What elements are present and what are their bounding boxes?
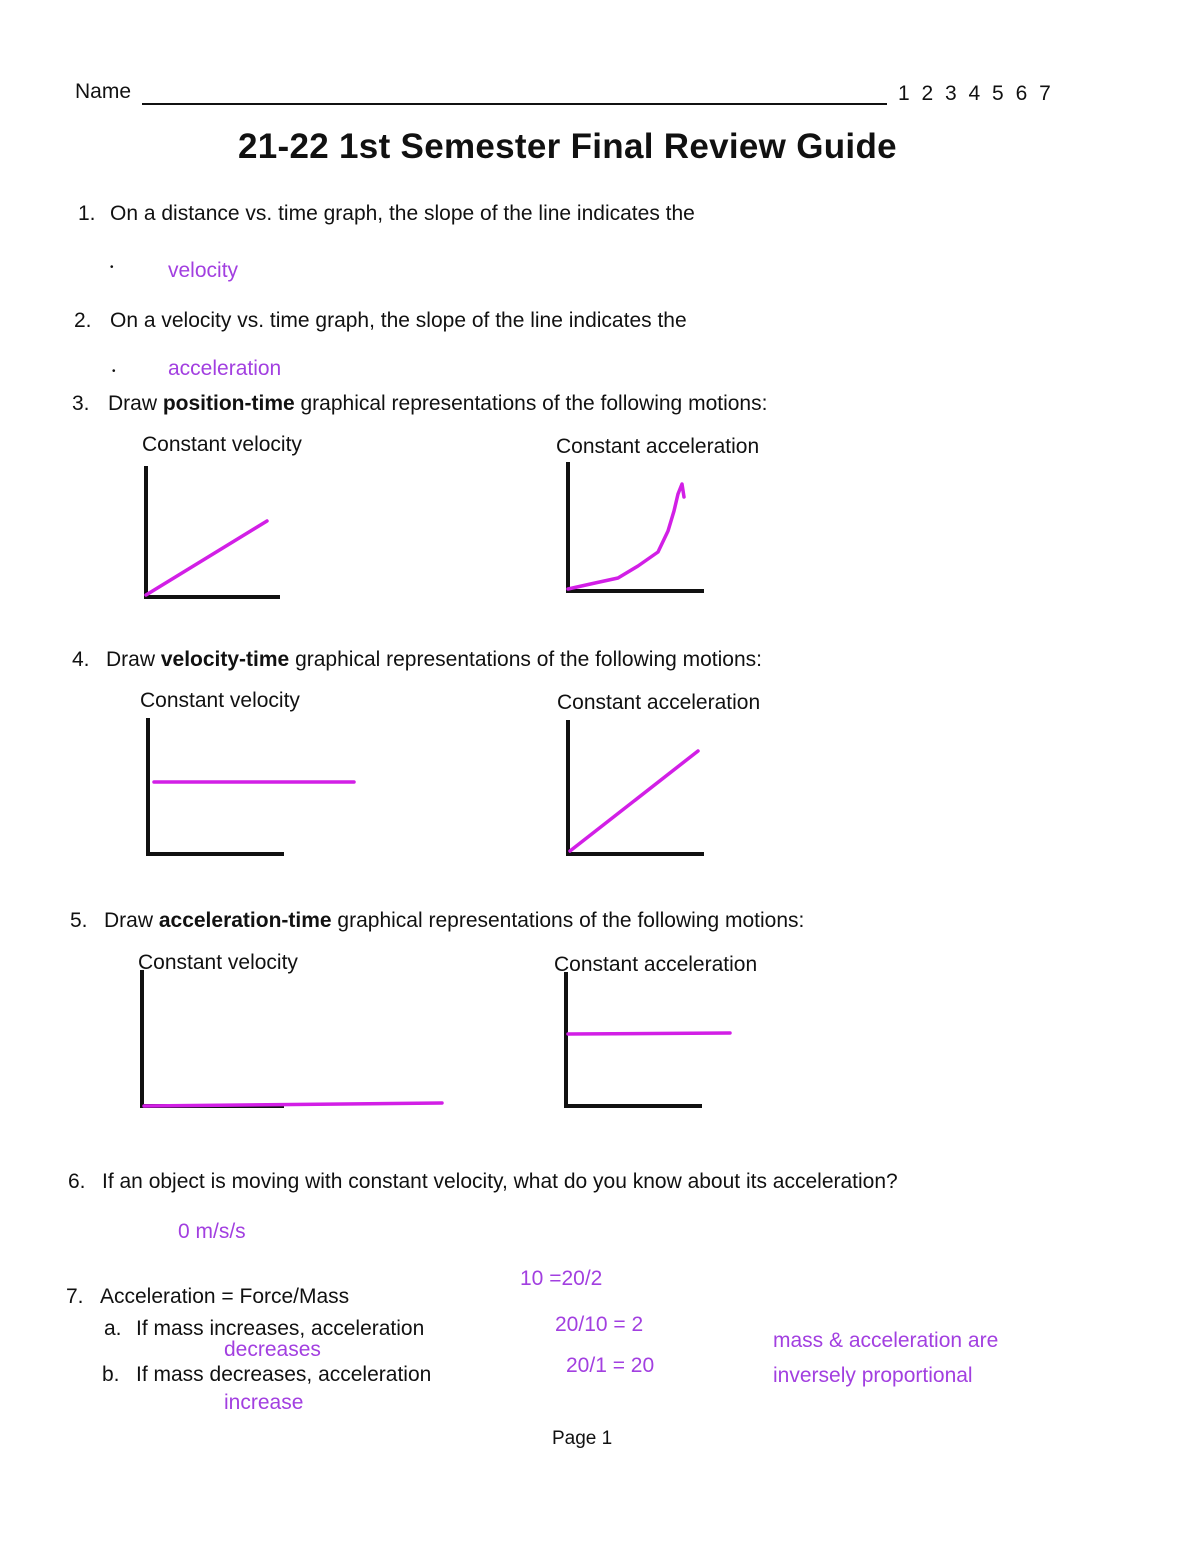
q3-prompt-post: graphical representations of the following motions: — [294, 392, 768, 415]
q5-right-label: Constant acceleration — [554, 953, 758, 976]
q4-right-label: Constant acceleration — [557, 691, 761, 714]
q3-right-label: Constant acceleration — [556, 435, 760, 458]
q7-work-line-2: 20/10 = 2 — [555, 1313, 644, 1336]
page-title: 21-22 1st Semester Final Review Guide — [238, 127, 897, 166]
q4-prompt-post: graphical representations of the following motions: — [289, 648, 763, 671]
q7-text: Acceleration = Force/Mass — [100, 1285, 350, 1308]
q1-bullet: • — [110, 262, 114, 273]
q5-left-axes — [142, 972, 282, 1106]
q4-right-axes — [568, 722, 702, 854]
q7-note-line-2: inversely proportional — [773, 1364, 973, 1387]
q4-number: 4. — [72, 648, 90, 671]
q3-left-line — [146, 521, 267, 595]
q1-text: On a distance vs. time graph, the slope of the line indicates the — [110, 202, 695, 225]
q5-number: 5. — [70, 909, 88, 932]
q3-prompt-bold: position-time — [162, 392, 295, 415]
q5-right-line — [568, 1033, 730, 1034]
q5-left-label: Constant velocity — [138, 951, 298, 974]
q3-prompt-pre: Draw — [108, 392, 163, 415]
q4-left-axes — [148, 720, 282, 854]
q6-answer: 0 m/s/s — [178, 1220, 246, 1243]
q3-number: 3. — [72, 392, 90, 415]
q1-number: 1. — [78, 202, 96, 225]
q7a-label: a. — [104, 1317, 122, 1340]
q5-prompt-bold: acceleration-time — [158, 909, 332, 932]
q4-right-graph[interactable] — [560, 714, 720, 864]
q6-number: 6. — [68, 1170, 86, 1193]
q6-text: If an object is moving with constant velocity, what do you know about its acceleration? — [102, 1170, 898, 1193]
q4-left-label: Constant velocity — [140, 689, 300, 712]
q7a-answer: decreases — [224, 1338, 321, 1361]
q4-left-graph[interactable] — [140, 712, 380, 862]
q2-text: On a velocity vs. time graph, the slope of the line indicates the — [110, 309, 687, 332]
q3-left-axes — [146, 468, 278, 597]
name-field-line[interactable] — [142, 103, 887, 105]
q7b-label: b. — [102, 1363, 120, 1386]
q3-left-label: Constant velocity — [142, 433, 302, 456]
class-periods: 1 2 3 4 5 6 7 — [898, 82, 1051, 105]
q7b-text: If mass decreases, acceleration — [136, 1363, 432, 1386]
q3-left-graph[interactable] — [138, 460, 298, 605]
name-label: Name — [75, 80, 132, 103]
q5-right-axes — [566, 974, 700, 1106]
q3-prompt — [108, 392, 767, 416]
page-number: Page 1 — [552, 1428, 613, 1449]
q7-work-line-1: 10 =20/2 — [520, 1267, 603, 1290]
q7-work-line-3: 20/1 = 20 — [566, 1354, 655, 1377]
q7-number: 7. — [66, 1285, 84, 1308]
q3-right-graph[interactable] — [560, 456, 720, 601]
q5-prompt-pre: Draw — [104, 909, 159, 932]
q5-prompt-post: graphical representations of the following motions: — [331, 909, 805, 932]
q4-right-line — [570, 751, 698, 851]
q2-bullet: • — [112, 366, 116, 377]
q3-right-curve — [568, 484, 684, 589]
q1-answer: velocity — [168, 259, 239, 282]
q2-answer: acceleration — [168, 357, 282, 380]
q5-left-graph[interactable] — [134, 964, 454, 1114]
q5-prompt — [104, 909, 804, 933]
q7b-answer: increase — [224, 1391, 304, 1414]
q5-left-line — [144, 1103, 442, 1106]
q2-number: 2. — [74, 309, 92, 332]
q4-prompt-pre: Draw — [106, 648, 161, 671]
q7a-text: If mass increases, acceleration — [136, 1317, 425, 1340]
q5-right-graph[interactable] — [558, 966, 748, 1116]
q4-prompt-bold: velocity-time — [160, 648, 290, 671]
q4-prompt — [106, 648, 762, 672]
q7-note-line-1: mass & acceleration are — [773, 1329, 999, 1352]
